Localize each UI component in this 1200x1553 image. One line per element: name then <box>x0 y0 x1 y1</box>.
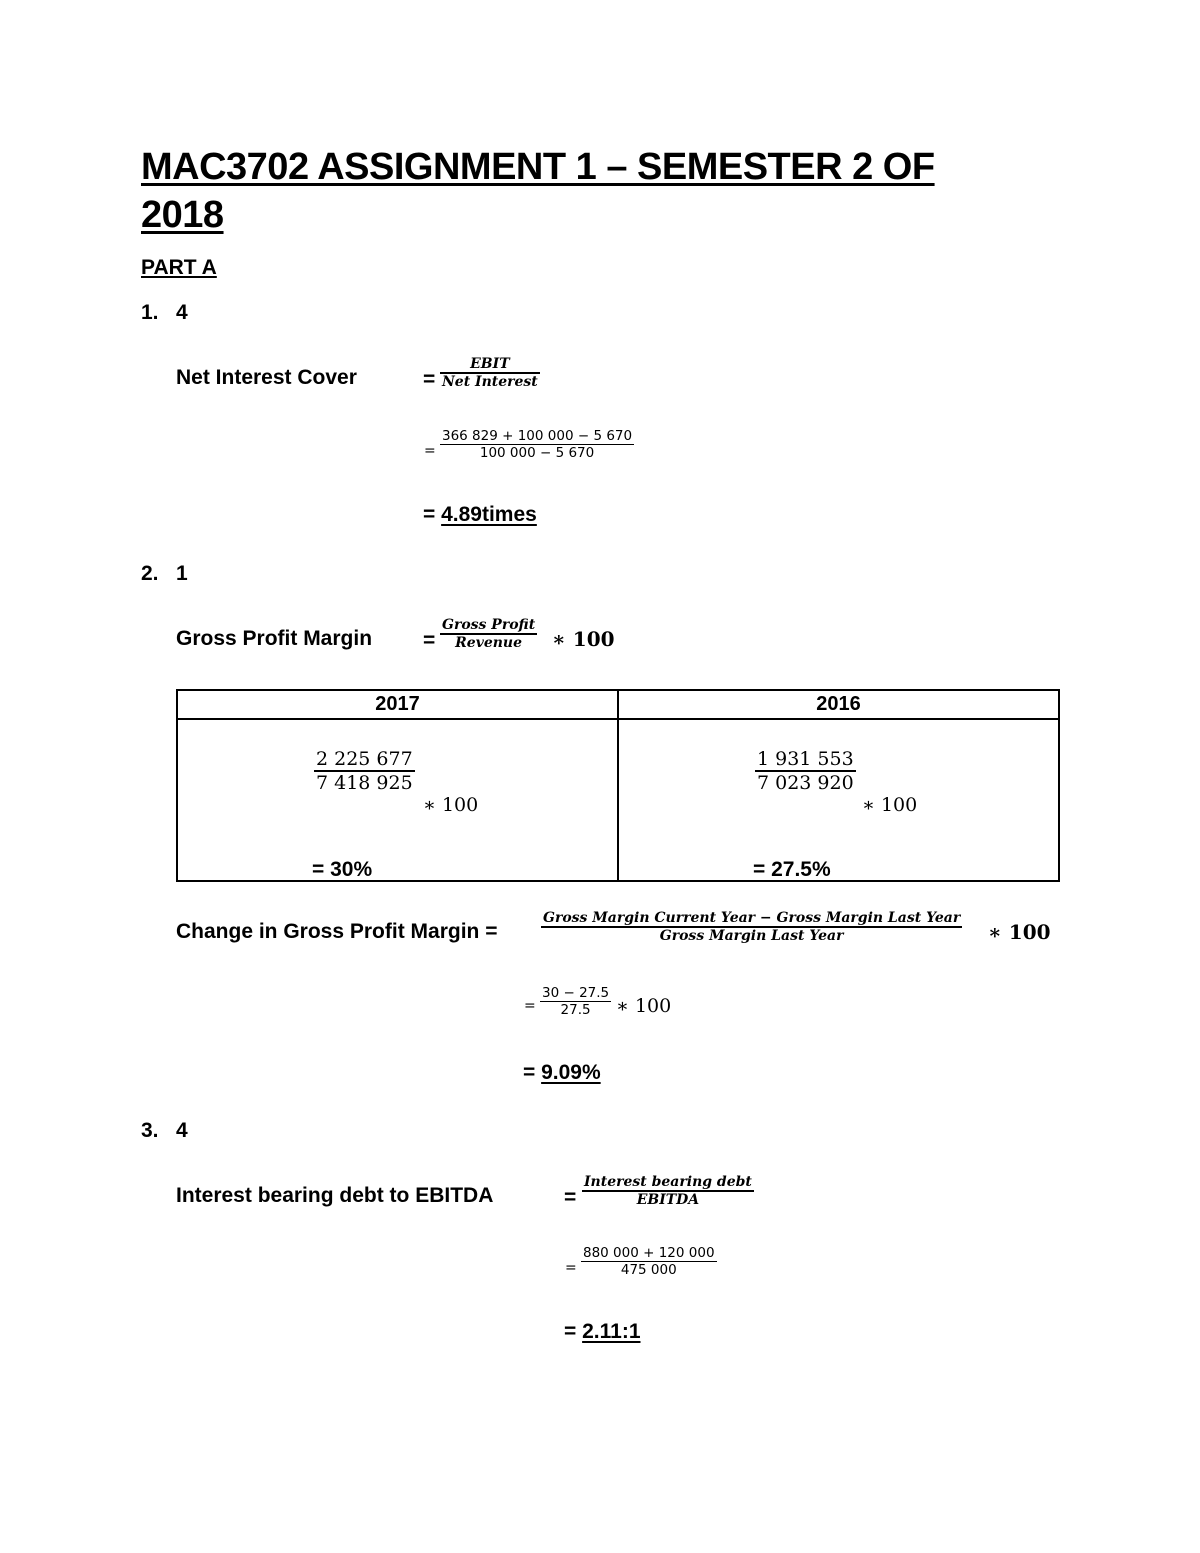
equals-sign: = <box>423 368 436 391</box>
question-1-number: 1. <box>141 301 159 324</box>
formula-denominator: Net Interest <box>442 374 538 390</box>
equals-sign: = <box>424 443 436 459</box>
multiply-100: ∗ 100 <box>552 627 615 651</box>
interest-bearing-debt-formula <box>582 1174 754 1208</box>
gpm-2017-numerator: 2 225 677 <box>316 748 413 770</box>
part-heading: PART A <box>141 256 217 279</box>
gross-profit-margin-formula <box>440 617 537 651</box>
gpm-2016-fraction <box>755 748 856 794</box>
change-formula-denominator: Gross Margin Last Year <box>659 928 844 944</box>
net-interest-cover-result: = 4.89times <box>423 503 537 526</box>
question-3-answer: 4 <box>176 1119 188 1142</box>
formula-numerator: Interest bearing debt <box>584 1174 752 1190</box>
interest-bearing-debt-result: = 2.11:1 <box>564 1320 641 1343</box>
change-formula-numerator: Gross Margin Current Year − Gross Margin Last Year <box>543 910 961 926</box>
formula-numerator: Gross Profit <box>442 617 536 633</box>
net-interest-cover-formula <box>440 356 540 390</box>
page-title: MAC3702 ASSIGNMENT 1 – SEMESTER 2 OF 2018 <box>141 146 935 236</box>
calc-denominator: 100 000 − 5 670 <box>479 445 595 461</box>
gpm-2016-numerator: 1 931 553 <box>757 748 854 770</box>
gpm-2016-denominator: 7 023 920 <box>757 772 854 794</box>
gross-profit-margin-label: Gross Profit Margin <box>176 627 373 650</box>
gpm-2016-result: = 27.5% <box>753 858 831 881</box>
gpm-2016-multiplier: ∗ 100 <box>862 794 918 816</box>
table-cell-2016 <box>618 719 1059 881</box>
gpm-2017-multiplier: ∗ 100 <box>423 794 479 816</box>
interest-bearing-debt-label: Interest bearing debt to EBITDA <box>176 1184 494 1207</box>
equals-sign: = <box>565 1260 577 1276</box>
calc-numerator: 366 829 + 100 000 − 5 670 <box>442 428 633 444</box>
formula-denominator: EBITDA <box>636 1192 700 1208</box>
question-2-answer: 1 <box>176 562 188 585</box>
change-gpm-result: = 9.09% <box>523 1061 601 1084</box>
multiply-100: ∗ 100 <box>616 995 672 1017</box>
gpm-2017-result: = 30% <box>312 858 373 881</box>
gross-profit-margin-table <box>176 689 1060 882</box>
net-interest-cover-calculation <box>440 428 634 461</box>
change-gross-profit-margin-label: Change in Gross Profit Margin = <box>176 920 498 943</box>
gpm-2017-fraction <box>314 748 415 794</box>
table-header-2016: 2016 <box>618 690 1059 719</box>
net-interest-cover-label: Net Interest Cover <box>176 366 357 389</box>
change-gpm-formula <box>541 910 962 944</box>
calc-denominator: 475 000 <box>620 1262 677 1278</box>
question-2-number: 2. <box>141 562 159 585</box>
question-3-number: 3. <box>141 1119 159 1142</box>
calc-numerator: 880 000 + 120 000 <box>583 1245 715 1261</box>
change-gpm-calculation <box>540 985 611 1018</box>
multiply-100: ∗ 100 <box>988 920 1051 944</box>
table-cell-2017 <box>177 719 618 881</box>
calc-numerator: 30 − 27.5 <box>542 985 610 1001</box>
equals-sign: = <box>524 998 536 1014</box>
formula-denominator: Revenue <box>455 635 523 651</box>
gpm-2017-denominator: 7 418 925 <box>316 772 413 794</box>
formula-numerator: EBIT <box>470 356 510 372</box>
calc-denominator: 27.5 <box>560 1002 591 1018</box>
table-header-2017: 2017 <box>177 690 618 719</box>
question-1-answer: 4 <box>176 301 188 324</box>
equals-sign: = <box>423 629 436 652</box>
interest-bearing-debt-calculation <box>581 1245 717 1278</box>
equals-sign: = <box>564 1186 577 1209</box>
